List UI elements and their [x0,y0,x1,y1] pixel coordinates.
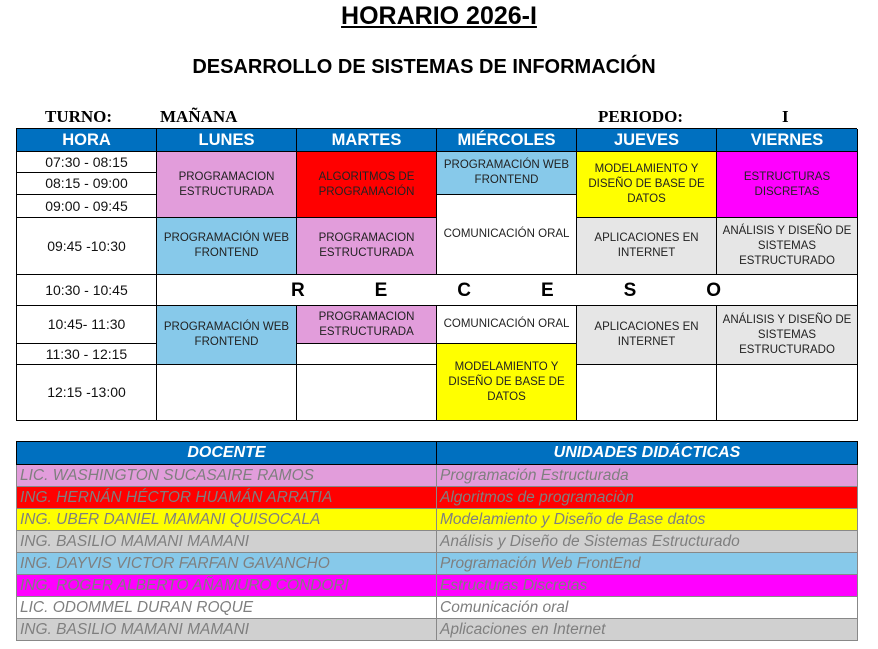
hour-cell: 09:45 -10:30 [17,218,157,275]
header-docente: DOCENTE [17,442,437,465]
course-cell: COMUNICACIÓN ORAL [437,195,577,275]
header-viernes: VIERNES [717,129,858,152]
receso-row [157,275,858,306]
empty-cell [297,344,437,365]
docente-cell: LIC. ODOMMEL DURAN ROQUE [17,597,437,619]
program-title: DESARROLLO DE SISTEMAS DE INFORMACIÓN [192,56,656,78]
course-cell: PROGRAMACIÓN WEB FRONTEND [437,152,577,195]
header-miercoles: MIÉRCOLES [437,129,577,152]
turno-label: TURNO: [45,107,113,126]
docentes-table [16,441,858,641]
docente-row [17,553,858,575]
docente-cell: ING. ROGER ALBERTO AÑAMURO CONDORI [17,575,437,597]
docente-row [17,575,858,597]
empty-cell [577,365,717,421]
docente-cell: ING. BASILIO MAMANI MAMANI [17,531,437,553]
unidad-cell: Programación Web FrontEnd [437,553,858,575]
course-cell: ESTRUCTURAS DISCRETAS [717,152,858,218]
receso-letter: R [291,279,305,301]
receso-letter: C [457,279,472,301]
course-cell: PROGRAMACIÓN WEB FRONTEND [157,218,297,275]
course-cell: PROGRAMACION ESTRUCTURADA [297,218,437,275]
empty-cell [157,365,297,421]
empty-cell [717,365,858,421]
course-cell: PROGRAMACIÓN WEB FRONTEND [157,306,297,365]
unidad-cell: Modelamiento y Diseño de Base datos [437,509,858,531]
hour-cell: 11:30 - 12:15 [17,344,157,365]
course-cell: MODELAMIENTO Y DISEÑO DE BASE DE DATOS [437,344,577,421]
docente-row [17,465,858,487]
receso-letter: S [623,279,637,301]
header-lunes: LUNES [157,129,297,152]
docente-cell: ING. BASILIO MAMANI MAMANI [17,619,437,641]
course-cell: APLICACIONES EN INTERNET [577,218,717,275]
unidad-cell: Algoritmos de programaciòn [437,487,858,509]
hour-cell: 09:00 - 09:45 [17,195,157,218]
docente-cell: ING. DAYVIS VICTOR FARFAN GAVANCHO [17,553,437,575]
hour-cell: 10:30 - 10:45 [17,275,157,306]
hour-cell: 07:30 - 08:15 [17,152,157,173]
periodo-label: PERIODO: [598,107,683,126]
docente-cell: ING. HERNÁN HÉCTOR HUAMÁN ARRATIA [17,487,437,509]
unidad-cell: Análisis y Diseño de Sistemas Estructurado [437,531,858,553]
empty-cell [297,365,437,421]
receso-letter: O [706,279,721,301]
course-cell: COMUNICACIÓN ORAL [437,306,577,344]
hour-cell: 08:15 - 09:00 [17,173,157,195]
header-unidades: UNIDADES DIDÁCTICAS [437,442,858,465]
unidad-cell: Comunicación oral [437,597,858,619]
course-cell: ANÁLISIS Y DISEÑO DE SISTEMAS ESTRUCTURADO [717,218,858,275]
docente-row [17,597,858,619]
page-title: HORARIO 2026-I [341,2,537,30]
schedule-table [16,128,857,421]
course-cell: PROGRAMACION ESTRUCTURADA [297,306,437,344]
periodo-value: I [782,107,789,126]
header-jueves: JUEVES [577,129,717,152]
course-cell: ANÁLISIS Y DISEÑO DE SISTEMAS ESTRUCTURADO [717,306,858,365]
unidad-cell: Programación Estructurada [437,465,858,487]
receso-letter: E [540,279,554,301]
receso-letter: E [374,279,388,301]
docente-row [17,509,858,531]
hour-cell: 12:15 -13:00 [17,365,157,421]
course-cell: PROGRAMACION ESTRUCTURADA [157,152,297,218]
hour-cell: 10:45- 11:30 [17,306,157,344]
course-cell: ALGORITMOS DE PROGRAMACIÓN [297,152,437,218]
unidad-cell: Estructuras Discretas [437,575,858,597]
unidad-cell: Aplicaciones en Internet [437,619,858,641]
docente-row [17,487,858,509]
docente-row [17,531,858,553]
course-cell: APLICACIONES EN INTERNET [577,306,717,365]
docente-cell: LIC. WASHINGTON SUCASAIRE RAMOS [17,465,437,487]
header-martes: MARTES [297,129,437,152]
docente-cell: ING. UBER DANIEL MAMANI QUISOCALA [17,509,437,531]
course-cell: MODELAMIENTO Y DISEÑO DE BASE DE DATOS [577,152,717,218]
turno-value: MAÑANA [160,107,238,126]
header-hora: HORA [17,129,157,152]
docente-row [17,619,858,641]
